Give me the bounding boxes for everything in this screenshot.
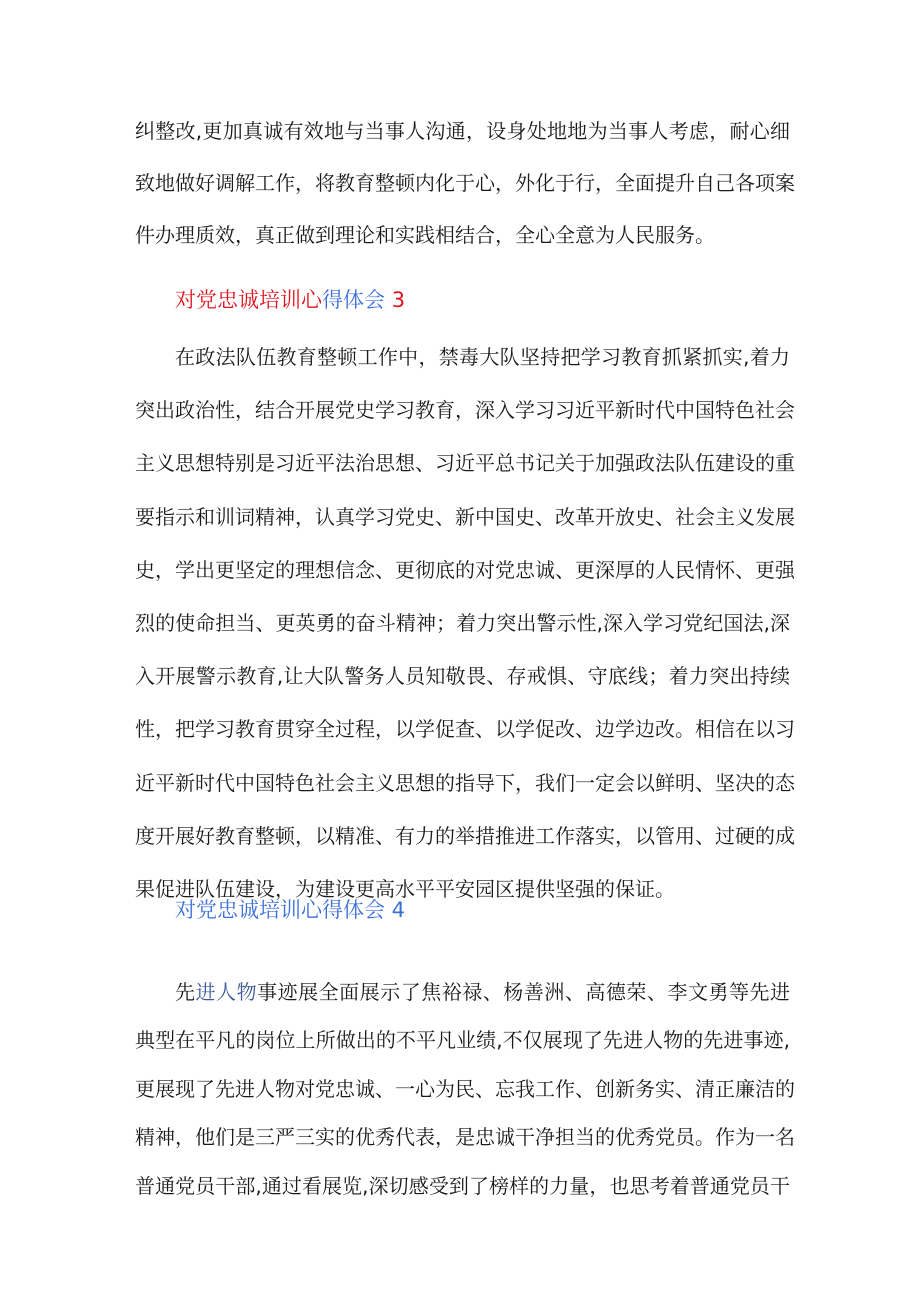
paragraph-line: 件办理质效，真正做到理论和实践相结合，全心全意为人民服务。: [135, 223, 715, 247]
paragraph-line: 致地做好调解工作，将教育整顿内化于心，外化于行，全面提升自己各项案: [135, 171, 795, 195]
section-heading-3: [175, 285, 405, 315]
paragraph-line: [175, 978, 790, 1006]
paragraph-line: 在政法队伍教育整顿工作中，禁毒大队坚持把学习教育抓紧抓实,着力: [175, 345, 790, 369]
paragraph-line: 主义思想特别是习近平法治思想、习近平总书记关于加强政法队伍建设的重: [135, 451, 795, 476]
paragraph-line: 纠整改,更加真诚有效地与当事人沟通，设身处地地为当事人考虑，耐心细: [135, 119, 790, 143]
paragraph-line: 典型在平凡的岗位上所做出的不平凡业绩,不仅展现了先进人物的先进事迹,: [135, 1028, 790, 1052]
text-segment: 3: [391, 288, 406, 312]
text-segment: 对党忠诚培训心: [175, 288, 322, 312]
paragraph-line: 入开展警示教育,让大队警务人员知敬畏、存戒惧、守底线；着力突出持续: [135, 664, 790, 689]
paragraph-line: 果促进队伍建设，为建设更高水平平安园区提供坚强的保证。: [135, 877, 675, 901]
paragraph-line: 精神，他们是三严三实的优秀代表，是忠诚干净担当的优秀党员。作为一名: [135, 1125, 795, 1149]
paragraph-line: 性，把学习教育贯穿全过程，以学促查、以学促改、边学边改。相信在以习: [135, 717, 795, 742]
section-heading-4: [175, 895, 405, 925]
paragraph-line: 突出政治性，结合开展党史学习教育，深入学习习近平新时代中国特色社会: [135, 398, 795, 423]
paragraph-line: 更展现了先进人物对党忠诚、一心为民、忘我工作、创新务实、清正廉洁的: [135, 1076, 795, 1101]
paragraph-line: 要指示和训词精神，认真学习党史、新中国史、改革开放史、社会主义发展: [135, 504, 795, 529]
text-segment: 事迹展全面展示了焦裕禄、杨善洲、高德荣、李文勇等先进: [257, 980, 791, 1004]
paragraph-line: 普通党员干部,通过看展览,深切感受到了榜样的力量，也思考着普通党员干: [135, 1173, 790, 1198]
paragraph-line: 度开展好教育整顿，以精准、有力的举措推进工作落实，以管用、过硬的成: [135, 823, 795, 848]
paragraph-line: 烈的使命担当、更英勇的奋斗精神；着力突出警示性,深入学习党纪国法,深: [135, 611, 790, 635]
text-segment: 对党忠诚培训心得体会 4: [175, 898, 406, 922]
text-segment: 先: [175, 980, 196, 1004]
paragraph-line: 史，学出更坚定的理想信念、更彻底的对党忠诚、更深厚的人民情怀、更强: [135, 557, 795, 582]
text-segment: 得体会: [322, 288, 392, 312]
text-segment: 进人物: [195, 980, 258, 1004]
paragraph-line: 近平新时代中国特色社会主义思想的指导下，我们一定会以鲜明、坚决的态: [135, 770, 795, 795]
